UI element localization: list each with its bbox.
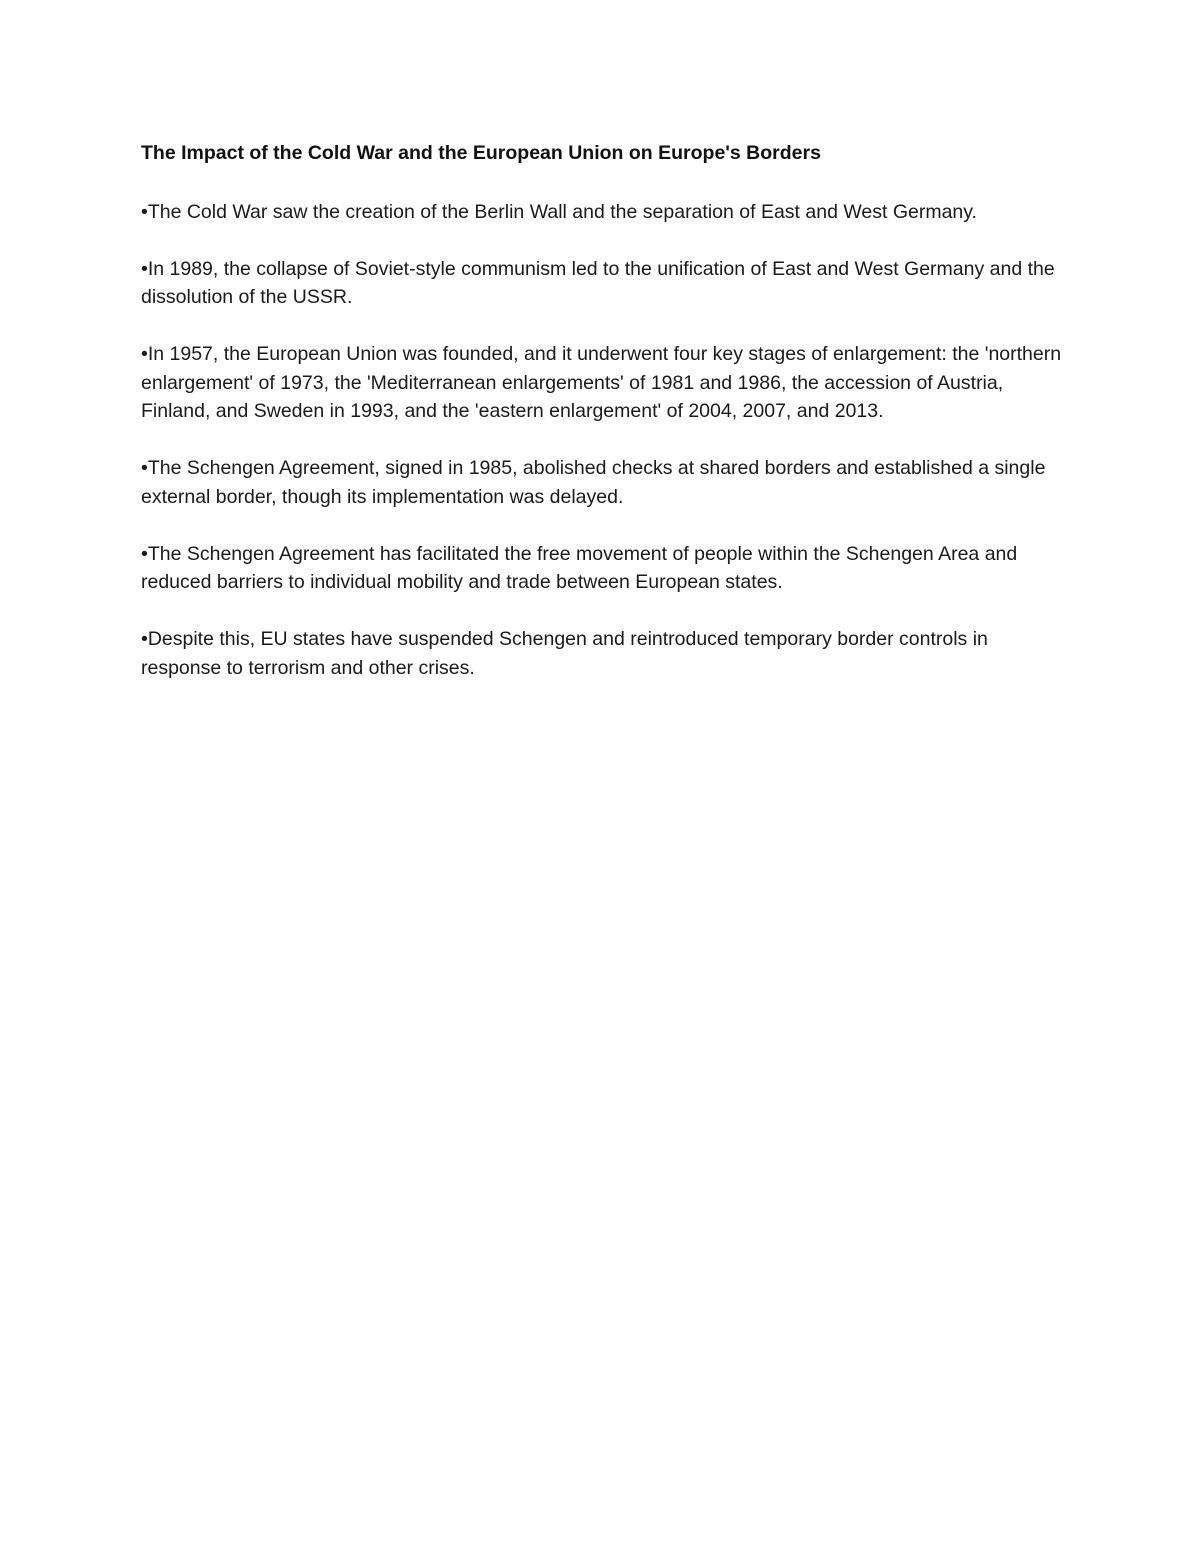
bullet-item (141, 454, 1071, 511)
bullet-text: The Schengen Agreement has facilitated the free movement of people within the Schengen Area and reduced barriers to individual mobility and trade between European states. (141, 542, 1018, 593)
bullet-icon: • (141, 457, 148, 479)
bullet-list (141, 198, 1071, 683)
bullet-icon: • (141, 200, 148, 223)
bullet-icon: • (141, 343, 148, 365)
bullet-text: Despite this, EU states have suspended Schengen and reintroduced temporary border controls in response to terrorism and other crises. (141, 628, 988, 679)
bullet-icon: • (141, 628, 148, 650)
bullet-item (141, 625, 1071, 682)
bullet-item (141, 340, 1071, 426)
bullet-text: The Schengen Agreement, signed in 1985, abolished checks at shared borders and established a single external border, though its implementation was delayed. (141, 457, 1046, 508)
bullet-text: The Cold War saw the creation of the Berlin Wall and the separation of East and West Germany. (147, 200, 977, 223)
document-content (141, 139, 1071, 711)
bullet-icon: • (141, 257, 148, 280)
bullet-item (141, 540, 1071, 597)
bullet-icon: • (141, 542, 148, 565)
bullet-text: In 1989, the collapse of Soviet-style communism led to the unification of East and West Germany and the dissolution of the USSR. (141, 257, 1055, 308)
bullet-item (141, 198, 1071, 227)
document-title: The Impact of the Cold War and the European Union on Europe's Borders (141, 142, 821, 164)
bullet-text: In 1957, the European Union was founded, and it underwent four key stages of enlargement: the 'northern enlargement' of 1973, the 'Mediterranean enlargements' of 1981 and 1986, the accession of Austria, Finland, and Sweden in 1993, and the 'eastern enlargement' of 2004, 2007, and 2013. (141, 343, 1062, 422)
bullet-item (141, 255, 1071, 312)
